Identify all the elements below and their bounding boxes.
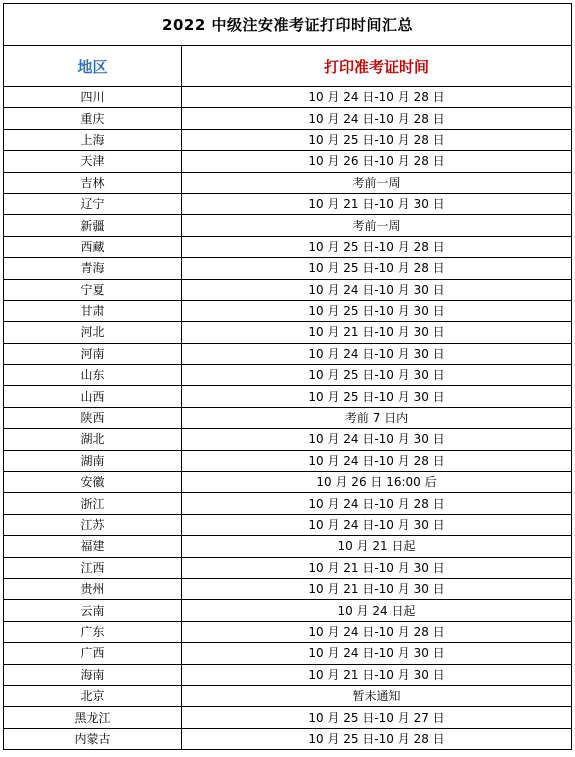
table-row xyxy=(4,472,572,493)
print-time-cell: 10 月 25 日-10 月 30 日 xyxy=(182,300,572,321)
header-row xyxy=(4,46,572,87)
print-time-cell: 10 月 21 日起 xyxy=(182,536,572,557)
print-time-cell: 暂未通知 xyxy=(182,685,572,706)
region-cell: 江苏 xyxy=(4,514,182,535)
table-row xyxy=(4,365,572,386)
region-cell: 青海 xyxy=(4,258,182,279)
table-row xyxy=(4,87,572,108)
region-cell: 宁夏 xyxy=(4,279,182,300)
table-row xyxy=(4,279,572,300)
region-cell: 河北 xyxy=(4,322,182,343)
region-cell: 辽宁 xyxy=(4,193,182,214)
region-cell: 福建 xyxy=(4,536,182,557)
print-time-cell: 10 月 24 日起 xyxy=(182,600,572,621)
print-time-cell: 10 月 24 日-10 月 28 日 xyxy=(182,87,572,108)
print-time-cell: 10 月 25 日-10 月 27 日 xyxy=(182,707,572,728)
table-row xyxy=(4,258,572,279)
region-cell: 西藏 xyxy=(4,236,182,257)
print-time-cell: 10 月 21 日-10 月 30 日 xyxy=(182,578,572,599)
table-row xyxy=(4,300,572,321)
table-row xyxy=(4,215,572,236)
print-time-cell: 10 月 24 日-10 月 30 日 xyxy=(182,429,572,450)
table-row xyxy=(4,707,572,728)
print-time-cell: 10 月 24 日-10 月 30 日 xyxy=(182,643,572,664)
table-row xyxy=(4,578,572,599)
region-cell: 天津 xyxy=(4,151,182,172)
table-row xyxy=(4,557,572,578)
region-cell: 安徽 xyxy=(4,472,182,493)
print-time-column-header: 打印准考证时间 xyxy=(182,46,572,87)
print-time-cell: 考前一周 xyxy=(182,172,572,193)
print-time-cell: 10 月 24 日-10 月 28 日 xyxy=(182,450,572,471)
print-time-cell: 10 月 25 日-10 月 30 日 xyxy=(182,386,572,407)
region-cell: 新疆 xyxy=(4,215,182,236)
table-row xyxy=(4,193,572,214)
table-row xyxy=(4,322,572,343)
print-time-cell: 10 月 25 日-10 月 28 日 xyxy=(182,728,572,749)
region-cell: 黑龙江 xyxy=(4,707,182,728)
print-time-cell: 10 月 24 日-10 月 28 日 xyxy=(182,621,572,642)
print-time-cell: 10 月 26 日-10 月 28 日 xyxy=(182,151,572,172)
print-time-cell: 10 月 25 日-10 月 28 日 xyxy=(182,129,572,150)
region-cell: 陕西 xyxy=(4,407,182,428)
print-time-cell: 10 月 21 日-10 月 30 日 xyxy=(182,557,572,578)
table-title: 2022 中级注安准考证打印时间汇总 xyxy=(4,4,572,46)
table-row xyxy=(4,407,572,428)
print-time-cell: 10 月 24 日-10 月 30 日 xyxy=(182,514,572,535)
table-row xyxy=(4,685,572,706)
table-row xyxy=(4,664,572,685)
region-cell: 山东 xyxy=(4,365,182,386)
region-cell: 河南 xyxy=(4,343,182,364)
table-row xyxy=(4,728,572,749)
region-cell: 北京 xyxy=(4,685,182,706)
region-cell: 重庆 xyxy=(4,108,182,129)
table-row xyxy=(4,172,572,193)
region-cell: 海南 xyxy=(4,664,182,685)
print-time-cell: 10 月 24 日-10 月 28 日 xyxy=(182,493,572,514)
region-column-header: 地区 xyxy=(4,46,182,87)
region-cell: 甘肃 xyxy=(4,300,182,321)
title-row xyxy=(4,4,572,46)
region-cell: 内蒙古 xyxy=(4,728,182,749)
table-row xyxy=(4,108,572,129)
print-time-cell: 10 月 26 日 16:00 后 xyxy=(182,472,572,493)
table-row xyxy=(4,151,572,172)
table-row xyxy=(4,236,572,257)
region-cell: 广西 xyxy=(4,643,182,664)
print-time-cell: 10 月 25 日-10 月 28 日 xyxy=(182,258,572,279)
region-cell: 湖南 xyxy=(4,450,182,471)
table-row xyxy=(4,514,572,535)
table-row xyxy=(4,450,572,471)
region-cell: 浙江 xyxy=(4,493,182,514)
table-row xyxy=(4,386,572,407)
table-row xyxy=(4,621,572,642)
print-time-cell: 10 月 24 日-10 月 30 日 xyxy=(182,279,572,300)
print-time-cell: 10 月 24 日-10 月 28 日 xyxy=(182,108,572,129)
table-row xyxy=(4,429,572,450)
table-row xyxy=(4,343,572,364)
region-cell: 上海 xyxy=(4,129,182,150)
table-row xyxy=(4,643,572,664)
print-time-cell: 考前 7 日内 xyxy=(182,407,572,428)
table-row xyxy=(4,129,572,150)
print-time-cell: 10 月 25 日-10 月 28 日 xyxy=(182,236,572,257)
table-row xyxy=(4,536,572,557)
region-cell: 吉林 xyxy=(4,172,182,193)
print-time-cell: 10 月 21 日-10 月 30 日 xyxy=(182,193,572,214)
print-time-cell: 10 月 25 日-10 月 30 日 xyxy=(182,365,572,386)
region-cell: 江西 xyxy=(4,557,182,578)
region-cell: 广东 xyxy=(4,621,182,642)
print-time-cell: 10 月 24 日-10 月 30 日 xyxy=(182,343,572,364)
print-time-cell: 10 月 21 日-10 月 30 日 xyxy=(182,664,572,685)
region-cell: 贵州 xyxy=(4,578,182,599)
region-cell: 山西 xyxy=(4,386,182,407)
region-cell: 湖北 xyxy=(4,429,182,450)
print-time-cell: 考前一周 xyxy=(182,215,572,236)
print-time-cell: 10 月 21 日-10 月 30 日 xyxy=(182,322,572,343)
region-cell: 云南 xyxy=(4,600,182,621)
schedule-table xyxy=(3,3,572,750)
table-row xyxy=(4,600,572,621)
table-row xyxy=(4,493,572,514)
region-cell: 四川 xyxy=(4,87,182,108)
table-body xyxy=(4,87,572,750)
